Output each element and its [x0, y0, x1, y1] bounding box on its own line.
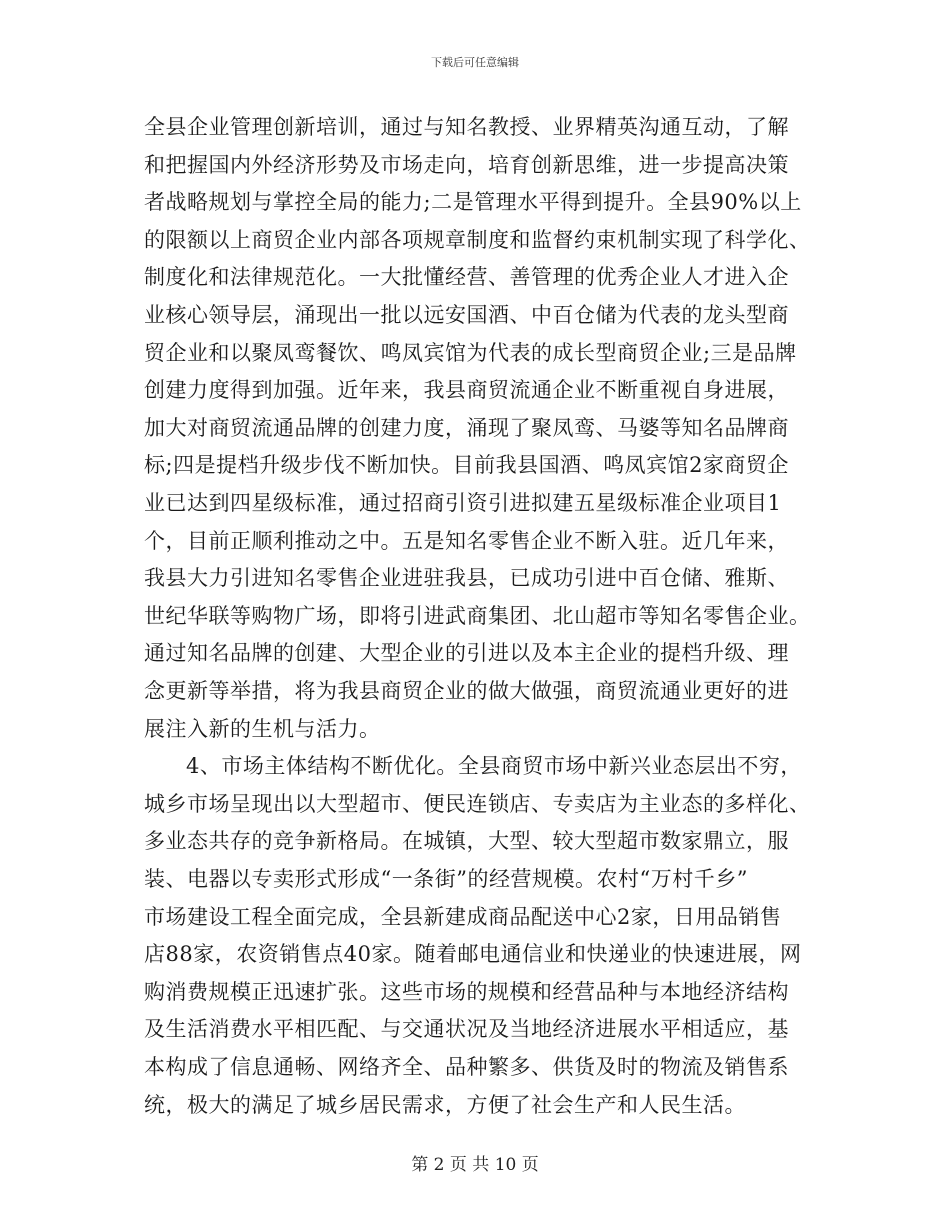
text-line: 者战略规划与掌控全局的能力;二是管理水平得到提升。全县90%以上	[144, 190, 802, 214]
text-line: 创建力度得到加强。近年来，我县商贸流通企业不断重视自身进展，	[144, 378, 789, 402]
text-line: 世纪华联等购物广场，即将引进武商集团、北山超市等知名零售企业。	[144, 604, 811, 628]
page-header: 下载后可任意编辑	[431, 56, 519, 69]
text-line: 统，极大的满足了城乡居民需求，方便了社会生产和人民生活。	[144, 1093, 746, 1117]
text-line: 展注入新的生机与活力。	[144, 717, 381, 741]
text-line: 通过知名品牌的创建、大型企业的引进以及本主企业的提档升级、理	[144, 641, 789, 665]
text-line: 购消费规模正迅速扩张。这些市场的规模和经营品种与本地经济结构	[144, 980, 789, 1004]
text-line: 及生活消费水平相匹配、与交通状况及当地经济进展水平相适应，基	[144, 1017, 789, 1041]
text-line: 加大对商贸流通品牌的创建力度，涌现了聚凤鸾、马婆等知名品牌商	[144, 416, 789, 440]
text-line: 和把握国内外经济形势及市场走向，培育创新思维，进一步提高决策	[144, 153, 789, 177]
text-line: 个，目前正顺利推动之中。五是知名零售企业不断入驻。近几年来，	[144, 529, 789, 553]
text-line: 我县大力引进知名零售企业进驻我县，已成功引进中百仓储、雅斯、	[144, 566, 789, 590]
text-line: 制度化和法律规范化。一大批懂经营、善管理的优秀企业人才进入企	[144, 265, 789, 289]
text-line: 的限额以上商贸企业内部各项规章制度和监督约束机制实现了科学化、	[144, 228, 811, 252]
text-line: 本构成了信息通畅、网络齐全、品种繁多、供货及时的物流及销售系	[144, 1055, 789, 1079]
page-footer: 第 2 页 共 10 页	[411, 1155, 539, 1175]
text-line: 念更新等举措，将为我县商贸企业的做大做强，商贸流通业更好的进	[144, 679, 789, 703]
text-line: 标;四是提档升级步伐不断加快。目前我县国酒、鸣凤宾馆2家商贸企	[144, 453, 789, 477]
text-line: 店88家，农资销售点40家。随着邮电通信业和快递业的快速进展，网	[144, 942, 802, 966]
text-line: 4、市场主体结构不断优化。全县商贸市场中新兴业态层出不穷，	[186, 754, 802, 778]
text-line: 业已达到四星级标准，通过招商引资引进拟建五星级标准企业项目1	[144, 491, 782, 515]
text-line: 城乡市场呈现出以大型超市、便民连锁店、专卖店为主业态的多样化、	[144, 792, 811, 816]
text-line: 贸企业和以聚凤鸾餐饮、鸣凤宾馆为代表的成长型商贸企业;三是品牌	[144, 341, 797, 365]
text-line: 全县企业管理创新培训，通过与知名教授、业界精英沟通互动，了解	[144, 115, 789, 139]
text-line: 多业态共存的竞争新格局。在城镇，大型、较大型超市数家鼎立，服	[144, 829, 789, 853]
text-line: 市场建设工程全面完成，全县新建成商品配送中心2家，日用品销售	[144, 905, 782, 929]
text-line: 业核心领导层，涌现出一批以远安国酒、中百仓储为代表的龙头型商	[144, 303, 789, 327]
text-line: 装、电器以专卖形式形成“一条街”的经营规模。农村“万村千乡”	[144, 867, 748, 891]
